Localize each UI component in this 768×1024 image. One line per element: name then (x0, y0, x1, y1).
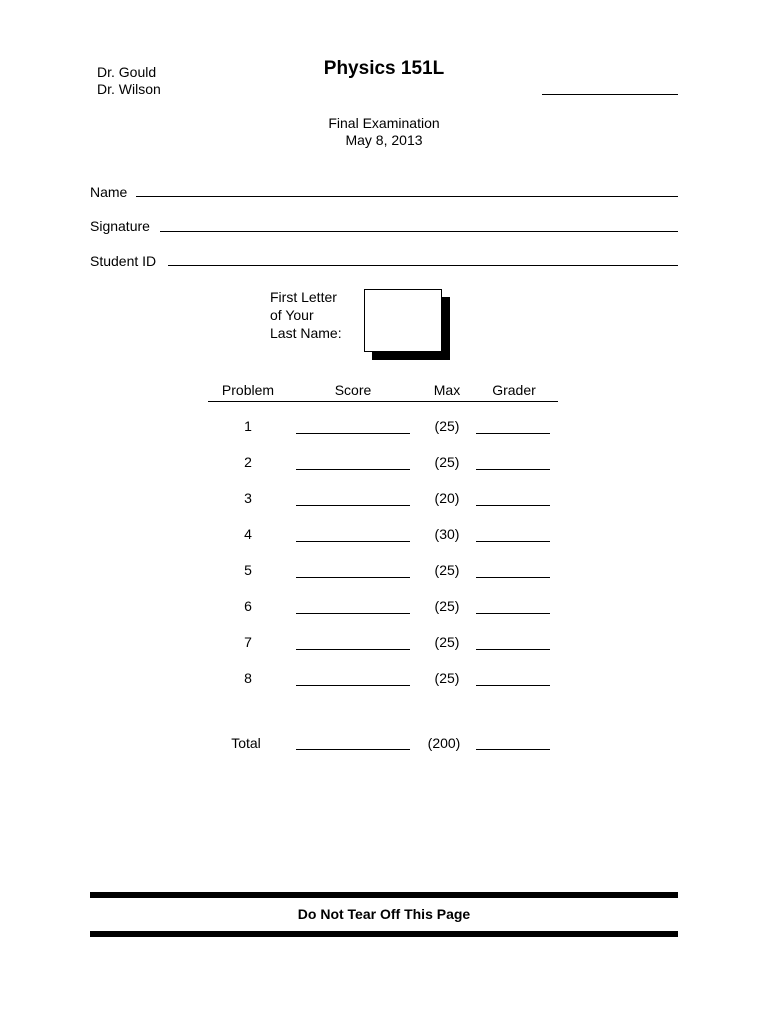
student-id-field[interactable] (168, 265, 678, 266)
last-name-box-label (270, 288, 342, 342)
score-field[interactable] (296, 685, 410, 686)
problem-number: 1 (244, 418, 252, 434)
max-points: (25) (434, 634, 460, 650)
label-line: First Letter (270, 289, 337, 305)
corner-blank-field[interactable] (542, 94, 678, 95)
grader-field[interactable] (476, 469, 550, 470)
exam-title: Final Examination (328, 115, 440, 131)
footer-notice: Do Not Tear Off This Page (297, 906, 471, 922)
header-score: Score (334, 382, 372, 398)
grader-field[interactable] (476, 685, 550, 686)
problem-number: 8 (244, 670, 252, 686)
name-label: Name (90, 184, 128, 200)
problem-number: 5 (244, 562, 252, 578)
label-line: Last Name: (270, 325, 342, 341)
problem-number: 4 (244, 526, 252, 542)
max-points: (20) (434, 490, 460, 506)
grader-field[interactable] (476, 613, 550, 614)
score-field[interactable] (296, 649, 410, 650)
grader-field[interactable] (476, 505, 550, 506)
header-problem: Problem (221, 382, 275, 398)
total-grader-field[interactable] (476, 749, 550, 750)
score-field[interactable] (296, 613, 410, 614)
header-grader: Grader (492, 382, 536, 398)
score-field[interactable] (296, 469, 410, 470)
score-field[interactable] (296, 433, 410, 434)
max-points: (25) (434, 454, 460, 470)
problem-number: 3 (244, 490, 252, 506)
score-field[interactable] (296, 541, 410, 542)
label-line: of Your (270, 307, 314, 323)
grader-field[interactable] (476, 649, 550, 650)
last-initial-box[interactable] (364, 289, 442, 352)
instructor-list (97, 64, 161, 98)
signature-field[interactable] (160, 231, 678, 232)
grader-field[interactable] (476, 541, 550, 542)
total-max-points: (200) (427, 735, 461, 751)
signature-label: Signature (90, 218, 150, 234)
name-field[interactable] (136, 196, 678, 197)
problem-number: 7 (244, 634, 252, 650)
problem-number: 2 (244, 454, 252, 470)
max-points: (25) (434, 670, 460, 686)
table-header-rule (208, 401, 558, 402)
total-score-field[interactable] (296, 749, 410, 750)
max-points: (25) (434, 418, 460, 434)
footer-top-rule (90, 892, 678, 898)
total-label: Total (231, 735, 261, 751)
exam-info (284, 115, 484, 149)
grader-field[interactable] (476, 577, 550, 578)
instructor-name: Dr. Wilson (97, 81, 161, 97)
score-field[interactable] (296, 577, 410, 578)
course-title: Physics 151L (323, 58, 445, 79)
max-points: (25) (434, 598, 460, 614)
footer-bottom-rule (90, 931, 678, 937)
max-points: (25) (434, 562, 460, 578)
student-id-label: Student ID (90, 253, 157, 269)
problem-number: 6 (244, 598, 252, 614)
header-max: Max (433, 382, 461, 398)
score-field[interactable] (296, 505, 410, 506)
instructor-name: Dr. Gould (97, 64, 157, 80)
max-points: (30) (434, 526, 460, 542)
exam-date: May 8, 2013 (345, 132, 423, 148)
grader-field[interactable] (476, 433, 550, 434)
